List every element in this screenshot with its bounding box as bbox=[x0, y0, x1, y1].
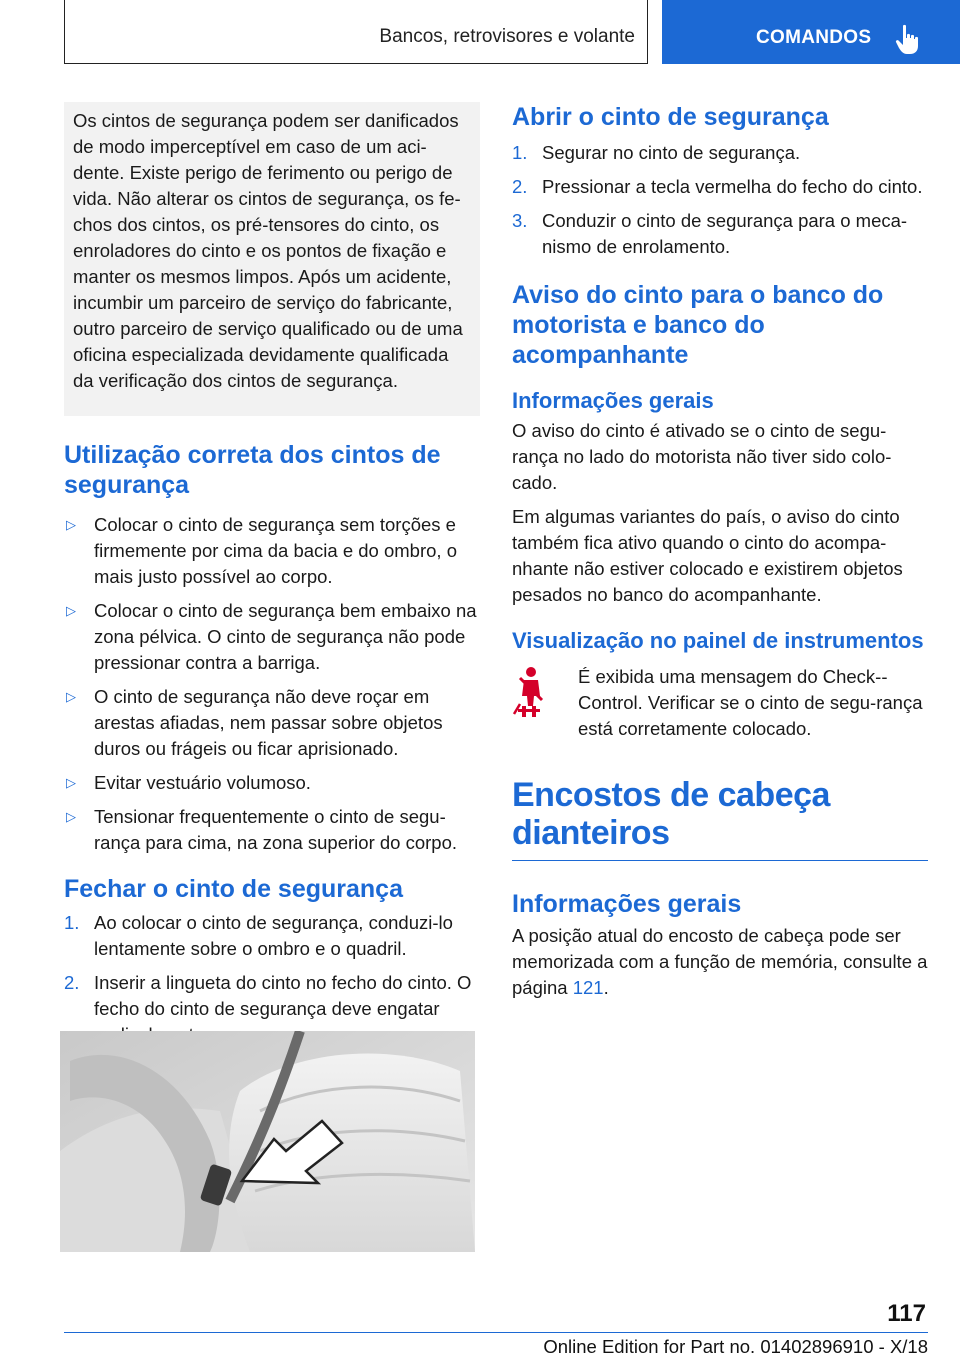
reminder-general-heading: Informações gerais bbox=[512, 388, 714, 413]
fasten-heading: Fechar o cinto de segurança bbox=[64, 875, 403, 903]
hand-pointer-icon bbox=[894, 24, 922, 56]
seatbelt-buckle-photo bbox=[60, 1031, 475, 1252]
title-divider bbox=[512, 860, 928, 861]
step-item: 1. Ao colocar o cinto de segurança, conduzi-lo lentamente sobre o ombro e o quadril. bbox=[64, 912, 453, 959]
correct-use-list bbox=[64, 512, 480, 856]
chapter-tab[interactable] bbox=[662, 0, 960, 64]
list-item: ▷ Evitar vestuário volumoso. bbox=[64, 770, 480, 796]
display-message-text: É exibida uma mensagem do Check--Control. Verificar se o cinto de segu-rança está corretamente colocado. bbox=[578, 666, 923, 739]
triangle-bullet-icon: ▷ bbox=[66, 809, 76, 824]
step-item: 2. Inserir a lingueta do cinto no fecho do cinto. O fecho do cinto de segurança deve engatar bbox=[64, 972, 472, 1019]
list-item: ▷ Colocar o cinto de segurança sem torções e firmemente por cima da bacia e do ombro, o mais justo possível ao corpo. bbox=[66, 514, 457, 587]
edition-text: Online Edition for Part no. 01402896910 - X/18 bbox=[543, 1336, 928, 1357]
step-item: 1. Segurar no cinto de segurança. bbox=[512, 142, 801, 163]
reminder-para-2: Em algumas variantes do país, o aviso do cinto também fica ativo quando o cinto do acompa-nhante não estiver colocado e existirem objetos pesados no banco do acompanhante. bbox=[512, 506, 903, 605]
triangle-bullet-icon: ▷ bbox=[66, 517, 76, 532]
head-restraints-text: A posição atual do encosto de cabeça pode ser memorizada com a função de memória, consulte a página 121. bbox=[512, 925, 928, 998]
triangle-bullet-icon: ▷ bbox=[66, 775, 76, 790]
header-section-box bbox=[64, 0, 648, 64]
step-item: 3. Conduzir o cinto de segurança para o meca-nismo de enrolamento. bbox=[512, 210, 908, 257]
open-belt-heading: Abrir o cinto de segurança bbox=[512, 103, 829, 131]
fasten-steps bbox=[64, 910, 480, 1048]
reminder-heading: Aviso do cinto para o banco do motorista e banco do acompanhante bbox=[512, 281, 884, 369]
triangle-bullet-icon: ▷ bbox=[66, 689, 76, 704]
display-message-row bbox=[512, 664, 928, 742]
warning-box bbox=[64, 102, 480, 416]
head-restraints-title: Encostos de cabeça dianteiros bbox=[512, 776, 830, 852]
right-column bbox=[512, 102, 928, 1001]
display-heading: Visualização no painel de instrumentos bbox=[512, 628, 924, 653]
section-title: Bancos, retrovisores e volante bbox=[379, 26, 635, 47]
reminder-para-1: O aviso do cinto é ativado se o cinto de segu-rança no lado do motorista não tiver sido colo-cado. bbox=[512, 420, 892, 493]
list-item: ▷ Tensionar frequentemente o cinto de segu-rança para cima, na zona superior do corpo. bbox=[66, 806, 458, 853]
footer-divider bbox=[64, 1332, 928, 1333]
triangle-bullet-icon: ▷ bbox=[66, 603, 76, 618]
warning-text: Os cintos de segurança podem ser danificados de modo imperceptível em caso de um aci-dente. Existe perigo de ferimento ou perigo de vida. Não alterar os cintos de segurança, os fe-chos dos cintos, os pré-tensores do cinto, os enroladores do cinto e os pontos de fixação e manter os mesmos limpos. Após um acidente, incumbir um parceiro de serviço do fabricante, outro parceiro de serviço qualificado ou de uma oficina especializada devidamente qualificada da verificação dos cintos de segurança. bbox=[73, 110, 463, 391]
step-item: 2. Pressionar a tecla vermelha do fecho do cinto. bbox=[512, 176, 923, 197]
page-number: 117 bbox=[887, 1300, 926, 1327]
open-belt-steps bbox=[512, 140, 928, 260]
left-column bbox=[64, 102, 480, 1056]
seatbelt-warning-icon bbox=[512, 666, 546, 718]
list-item: ▷ Colocar o cinto de segurança bem embaixo na zona pélvica. O cinto de segurança não pode pressionar contra a barriga. bbox=[66, 600, 477, 673]
page-reference-link[interactable]: 121 bbox=[572, 977, 604, 998]
chapter-label: COMANDOS bbox=[756, 27, 872, 48]
correct-use-heading: Utilização correta dos cintos de segurança bbox=[64, 441, 441, 499]
list-item: ▷ O cinto de segurança não deve roçar em arestas afiadas, nem passar sobre objetos duros ou frágeis ou ficar aprisionado. bbox=[66, 686, 443, 759]
head-restraints-general-heading: Informações gerais bbox=[512, 890, 742, 918]
